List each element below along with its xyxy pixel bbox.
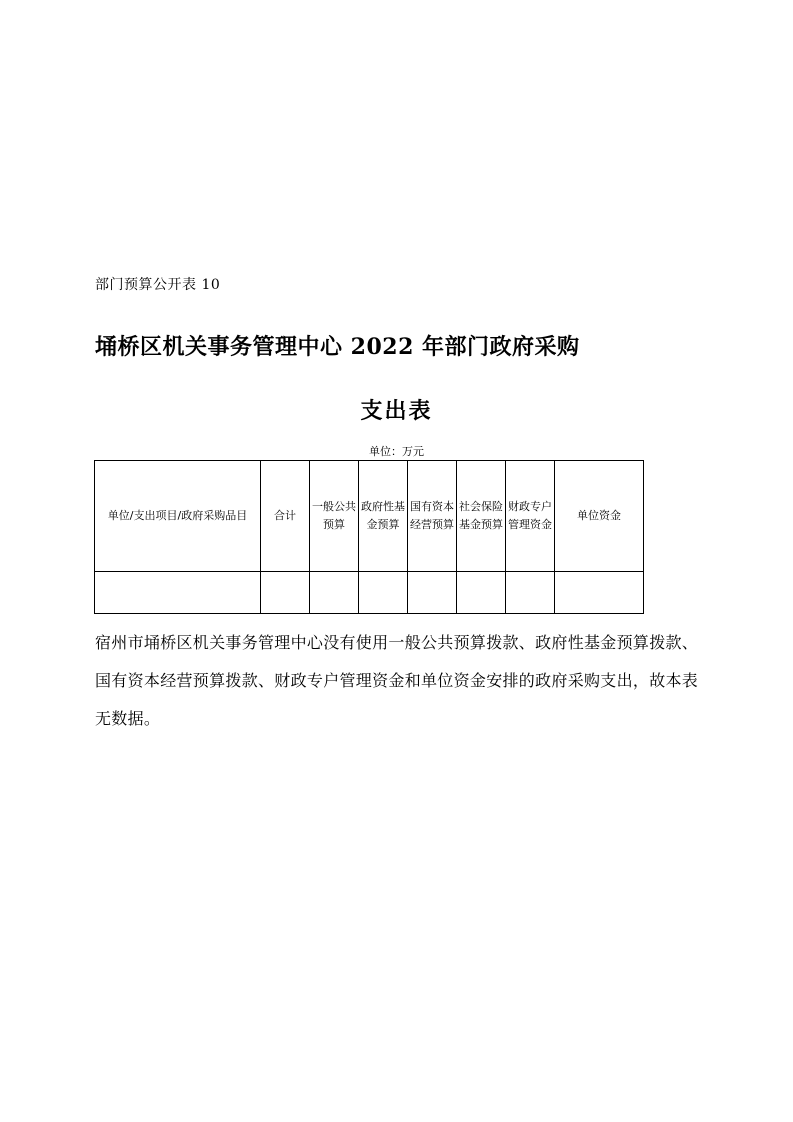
procurement-expenditure-table [94, 460, 644, 614]
table-cell [310, 572, 359, 614]
column-header: 社会保险基金预算 [457, 461, 506, 572]
column-header: 一般公共预算 [310, 461, 359, 572]
column-header: 政府性基金预算 [359, 461, 408, 572]
table-header-row [95, 461, 644, 572]
table-cell [359, 572, 408, 614]
document-title-continued: 支出表 [360, 398, 433, 424]
table-row [95, 572, 644, 614]
document-title: 埇桥区机关事务管理中心 2022 年部门政府采购 [95, 334, 580, 360]
table-cell [506, 572, 555, 614]
table-cell [261, 572, 310, 614]
unit-label: 单位：万元 [369, 445, 424, 458]
column-header: 单位资金 [555, 461, 644, 572]
table-cell [95, 572, 261, 614]
column-header: 财政专户管理资金 [506, 461, 555, 572]
table-cell [408, 572, 457, 614]
explanatory-note: 宿州市埇桥区机关事务管理中心没有使用一般公共预算拨款、政府性基金预算拨款、国有资本经营预算拨款、财政专户管理资金和单位资金安排的政府采购支出，故本表无数据。 [95, 633, 699, 728]
table-cell [555, 572, 644, 614]
table-cell [457, 572, 506, 614]
column-header: 合计 [261, 461, 310, 572]
table-number-label: 部门预算公开表 10 [95, 277, 221, 293]
column-header: 国有资本经营预算 [408, 461, 457, 572]
column-header: 单位/支出项目/政府采购品目 [95, 461, 261, 572]
